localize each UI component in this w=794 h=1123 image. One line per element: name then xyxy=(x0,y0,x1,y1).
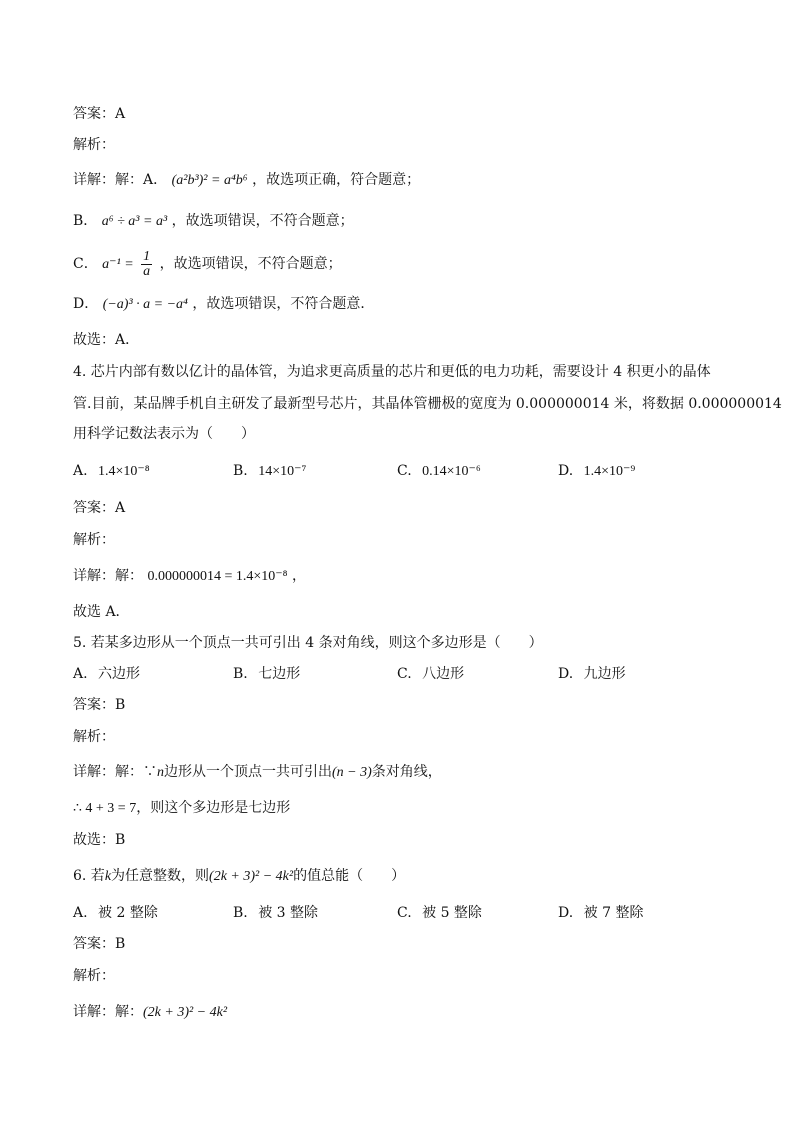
q5-option-b-text: 七边形 xyxy=(258,666,301,682)
q5-answer: 答案：B xyxy=(73,697,126,713)
q4-option-b-label: B. xyxy=(233,463,248,479)
q4-option-c xyxy=(397,461,481,482)
q6-stem-k: k xyxy=(104,869,112,884)
q3-d-tail: ，故选项错误，不符合题意． xyxy=(192,296,375,312)
q6-detail-prefix: 详解：解： xyxy=(73,1004,143,1020)
q4-detail-prefix: 详解：解： xyxy=(73,568,143,584)
q3-d-prefix: D． xyxy=(73,296,99,312)
q5-detail xyxy=(73,762,442,783)
q5-option-b xyxy=(233,664,300,684)
q6-stem xyxy=(73,866,405,887)
q3-c-tail: ，故选项错误，不符合题意； xyxy=(159,256,342,272)
q5-detail-prefix: 详解：解：∵ xyxy=(73,764,157,780)
q6-option-d-label: D. xyxy=(558,905,574,921)
q3-c-frac-den: a xyxy=(143,263,151,279)
q3-c-prefix: C． xyxy=(73,256,98,272)
q6-option-a-text: 被 2 整除 xyxy=(98,905,158,921)
q6-option-b-label: B. xyxy=(233,905,248,921)
q4-option-a-label: A. xyxy=(73,463,88,479)
q4-option-c-text: 0.14×10⁻⁶ xyxy=(422,464,481,479)
q5-detail-tail: 条对角线， xyxy=(371,764,442,780)
q5-option-c xyxy=(397,664,464,684)
q4-detail xyxy=(73,566,306,587)
q6-answer: 答案：B xyxy=(73,936,126,952)
q3-c-expr-left: a⁻¹ = xyxy=(102,257,134,272)
q6-stem-tail: 的值总能（ ） xyxy=(293,868,406,884)
q5-option-d xyxy=(558,664,626,684)
q6-detail-expr: (2k + 3)² − 4k² xyxy=(143,1005,228,1020)
q4-detail-tail: ， xyxy=(291,568,306,584)
q3-analysis-label: 解析： xyxy=(73,137,115,153)
q4-option-a xyxy=(73,461,150,482)
q4-option-c-label: C. xyxy=(397,463,412,479)
q6-option-a-label: A. xyxy=(73,905,88,921)
q4-stem-line3: 用科学记数法表示为（ ） xyxy=(73,426,255,442)
q5-therefore xyxy=(73,798,290,819)
q4-analysis-label: 解析： xyxy=(73,532,115,548)
q6-detail xyxy=(73,1002,227,1023)
q5-option-a-text: 六边形 xyxy=(98,666,141,682)
q6-stem-prefix: 6. 若 xyxy=(73,868,105,884)
q6-option-b-text: 被 3 整除 xyxy=(258,905,319,921)
q5-therefore-expr: ∴ 4 + 3 = 7 xyxy=(73,801,137,816)
q3-detail-b xyxy=(73,211,354,232)
q4-option-d xyxy=(558,461,635,482)
q5-option-c-label: C. xyxy=(397,666,412,682)
q6-option-b xyxy=(233,903,318,923)
q3-c-frac-num: 1 xyxy=(143,248,151,264)
q4-stem-line2: 管.目前，某品牌手机自主研发了最新型号芯片，其晶体管栅极的宽度为 0.000000014 米，将数据 0.000000014 xyxy=(73,396,782,412)
q5-therefore-tail: ，则这个多边形是七边形 xyxy=(136,800,291,816)
q6-option-c-text: 被 5 整除 xyxy=(422,905,482,921)
q4-answer: 答案：A xyxy=(73,500,126,516)
q5-detail-n: n xyxy=(157,765,164,780)
q4-option-b xyxy=(233,461,306,482)
q3-b-prefix: B． xyxy=(73,213,98,229)
q4-option-a-text: 1.4×10⁻⁸ xyxy=(98,464,150,479)
q5-option-d-text: 九边形 xyxy=(583,666,626,682)
q3-c-fraction xyxy=(141,250,152,279)
q3-d-expr: (−a)³ · a = −a⁴ xyxy=(102,297,188,312)
q4-choose: 故选 A． xyxy=(73,604,130,620)
q5-option-a xyxy=(73,664,140,684)
q3-detail-d xyxy=(73,294,374,315)
q5-option-c-text: 八边形 xyxy=(422,666,465,682)
q6-option-d-text: 被 7 整除 xyxy=(583,905,644,921)
q5-option-d-label: D. xyxy=(558,666,574,682)
q5-detail-mid: 边形从一个顶点一共可引出 xyxy=(164,764,332,780)
q6-option-c xyxy=(397,903,482,923)
q3-choose: 故选：A． xyxy=(73,332,140,348)
q6-analysis-label: 解析： xyxy=(73,968,115,984)
q4-stem-line1: 4. 芯片内部有数以亿计的晶体管，为追求更高质量的芯片和更低的电力功耗，需要设计 4 积更小的晶体 xyxy=(73,364,711,380)
q3-b-tail: ，故选项错误，不符合题意； xyxy=(171,213,354,229)
q3-answer: 答案：A xyxy=(73,106,126,122)
q6-option-c-label: C. xyxy=(397,905,412,921)
q4-option-d-text: 1.4×10⁻⁹ xyxy=(583,464,636,479)
q5-detail-expr: (n − 3) xyxy=(332,765,372,780)
q4-detail-expr: 0.000000014 = 1.4×10⁻⁸ xyxy=(147,569,288,584)
q6-option-a xyxy=(73,903,158,923)
q6-option-d xyxy=(558,903,643,923)
q3-detail-a-expr: (a²b³)² = a⁴b⁶ xyxy=(171,173,248,188)
q5-option-b-label: B. xyxy=(233,666,248,682)
q4-option-d-label: D. xyxy=(558,463,574,479)
q5-analysis-label: 解析： xyxy=(73,729,115,745)
q4-option-b-text: 14×10⁻⁷ xyxy=(258,464,307,479)
q5-choose: 故选：B xyxy=(73,832,126,848)
q5-stem: 5. 若某多边形从一个顶点一共可引出 4 条对角线，则这个多边形是（ ） xyxy=(73,635,543,651)
q3-b-expr: a⁶ ÷ a³ = a³ xyxy=(101,214,168,229)
q3-detail-c xyxy=(73,244,342,285)
q5-option-a-label: A. xyxy=(73,666,88,682)
q3-detail-a xyxy=(73,170,420,191)
q3-detail-prefix: 详解：解：A． xyxy=(73,172,168,188)
q6-stem-mid: 为任意整数，则 xyxy=(111,868,210,884)
q6-stem-expr: (2k + 3)² − 4k² xyxy=(209,869,294,884)
q3-detail-a-tail: ，故选项正确，符合题意； xyxy=(252,172,421,188)
